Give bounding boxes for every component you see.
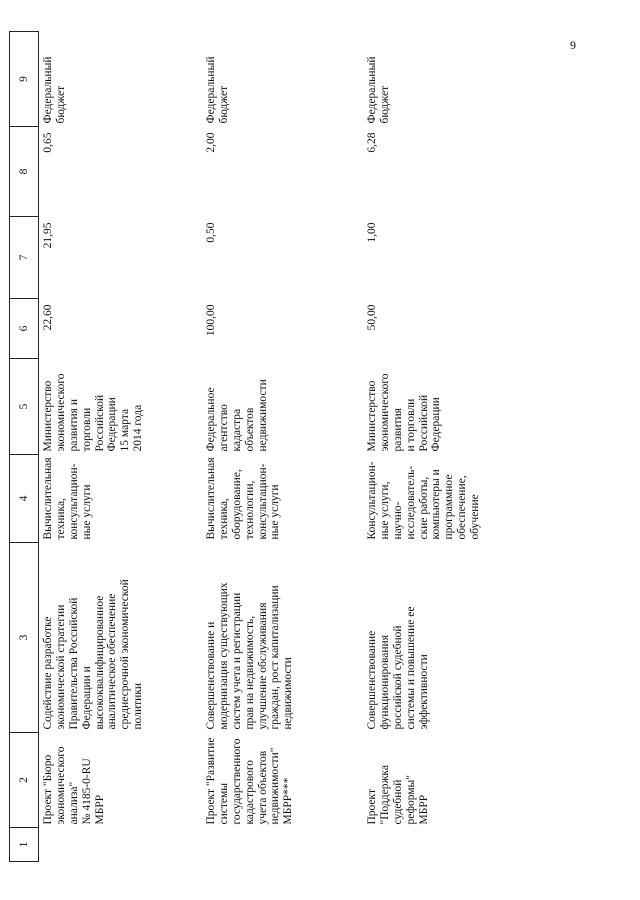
header-col-3: 3 xyxy=(10,543,39,733)
col7-value-cell: 1,00 xyxy=(366,222,378,243)
projects-table xyxy=(9,31,542,862)
table-row xyxy=(363,32,542,862)
col6-value-cell: 50,00 xyxy=(366,304,378,331)
project-goal-cell: Совершенствование функционирования российской судебной системы и повышение ее эффективности xyxy=(366,606,430,730)
executor-cell: Министерство экономического развития и торговли Российской Федерации 15 марта 2014 года xyxy=(42,373,145,452)
header-col-5: 5 xyxy=(10,359,39,455)
col7-value-cell: 21,95 xyxy=(42,222,54,249)
page-number: 9 xyxy=(570,38,576,52)
project-name-cell: Проект "Поддержка судебной реформы" МБРР xyxy=(366,765,430,825)
col6-value-cell: 100,00 xyxy=(205,304,217,337)
rotated-table-container xyxy=(9,32,559,862)
funding-source-cell: Федеральный бюджет xyxy=(42,56,67,124)
executor-cell: Министерство экономического развития и торговли Российской Федерации xyxy=(366,373,443,452)
header-col-2: 2 xyxy=(10,733,39,828)
procurement-cell: Консультацион- ные услуги, научно- исследователь- ские работы, компьютеры и программное обеспечение, обучение xyxy=(366,461,481,540)
col6-value-cell: 22,60 xyxy=(42,304,54,331)
header-col-1: 1 xyxy=(10,828,39,862)
row-number-cell xyxy=(202,828,363,862)
funding-source-cell: Федеральный бюджет xyxy=(366,56,391,124)
row-number-cell xyxy=(363,828,542,862)
header-col-7: 7 xyxy=(10,217,39,299)
executor-cell: Федеральное агентство кадастра объектов недвижимости xyxy=(205,379,269,452)
header-col-8: 8 xyxy=(10,127,39,217)
header-col-4: 4 xyxy=(10,455,39,543)
col8-value-cell: 2,00 xyxy=(205,132,217,153)
col8-value-cell: 6,28 xyxy=(366,132,378,153)
funding-source-cell: Федеральный бюджет xyxy=(205,56,230,124)
table-row xyxy=(39,32,203,862)
project-name-cell: Проект "Бюро экономического анализа" № 4185-0-RU МБРР xyxy=(42,746,106,825)
project-name-cell: Проект "Развитие системы государственного кадастрового учета объектов недвижимости" МБРР*** xyxy=(205,737,295,825)
header-col-9: 9 xyxy=(10,32,39,127)
table-row xyxy=(202,32,363,862)
header-col-6: 6 xyxy=(10,299,39,359)
header-row xyxy=(10,32,39,862)
project-goal-cell: Совершенствование и модернизация существующих систем учета и регистрации прав на недвижимость, улучшение обслуживания граждан, рост капитализации недвижимости xyxy=(205,582,295,730)
col8-value-cell: 0,65 xyxy=(42,132,54,153)
col7-value-cell: 0,50 xyxy=(205,222,217,243)
procurement-cell: Вычислительная техника, оборудование, технологии, консультацион- ные услуги xyxy=(205,457,282,540)
procurement-cell: Вычислительная техника, консультацион- ные услуги xyxy=(42,457,93,540)
row-number-cell xyxy=(39,828,203,862)
project-goal-cell: Содействие разработке экономической стратегии Правительства Российской Федерации и высококвалифицированное аналитическое обеспечение среднесрочной экономической политики xyxy=(42,579,145,730)
